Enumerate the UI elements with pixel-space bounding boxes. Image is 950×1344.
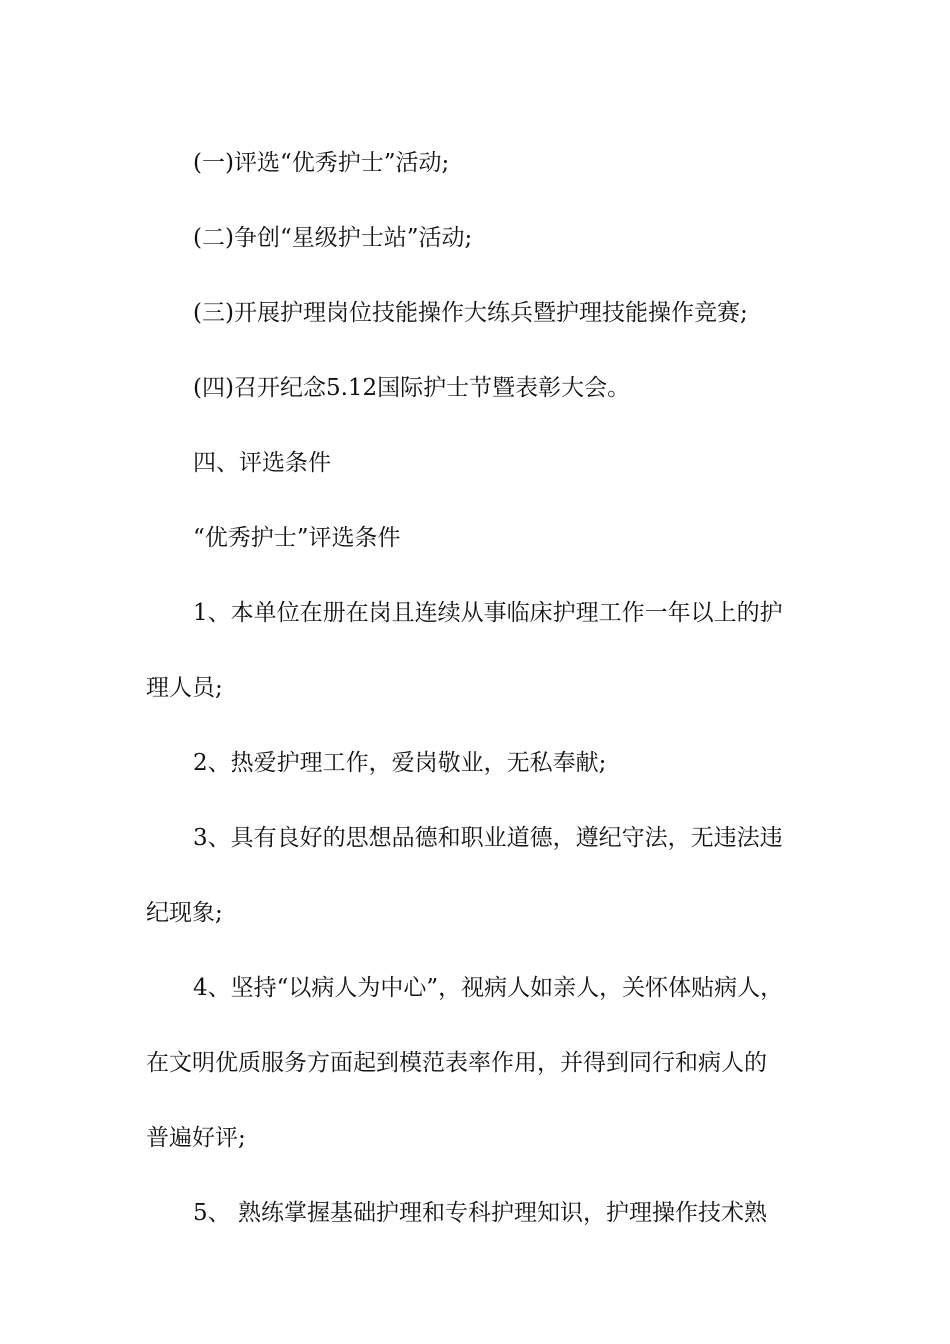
condition-3-line-2: 纪现象; xyxy=(146,900,223,926)
condition-1-line-2: 理人员; xyxy=(146,675,223,701)
condition-4-line-3: 普遍好评; xyxy=(146,1125,246,1151)
condition-4-line-2: 在文明优质服务方面起到模范表率作用，并得到同行和病人的 xyxy=(146,1050,767,1076)
subsection-heading: “优秀护士”评选条件 xyxy=(193,525,401,551)
condition-5-line-1: 5、 熟练掌握基础护理和专科护理知识，护理操作技术熟 xyxy=(193,1200,767,1226)
activity-item-2: (二)争创“星级护士站”活动; xyxy=(193,225,473,251)
condition-2: 2、热爱护理工作，爱岗敬业，无私奉献; xyxy=(193,750,607,776)
activity-item-3: (三)开展护理岗位技能操作大练兵暨护理技能操作竞赛; xyxy=(193,300,748,326)
section-heading: 四、评选条件 xyxy=(193,450,331,476)
condition-4-line-1: 4、坚持“以病人为中心”，视病人如亲人，关怀体贴病人， xyxy=(193,975,784,1001)
activity-item-4: (四)召开纪念5.12国际护士节暨表彰大会。 xyxy=(193,375,631,401)
activity-item-1: (一)评选“优秀护士”活动; xyxy=(193,150,450,176)
condition-3-line-1: 3、具有良好的思想品德和职业道德，遵纪守法，无违法违 xyxy=(193,825,783,851)
document-body xyxy=(146,126,826,1251)
condition-1-line-1: 1、本单位在册在岗且连续从事临床护理工作一年以上的护 xyxy=(193,600,783,626)
